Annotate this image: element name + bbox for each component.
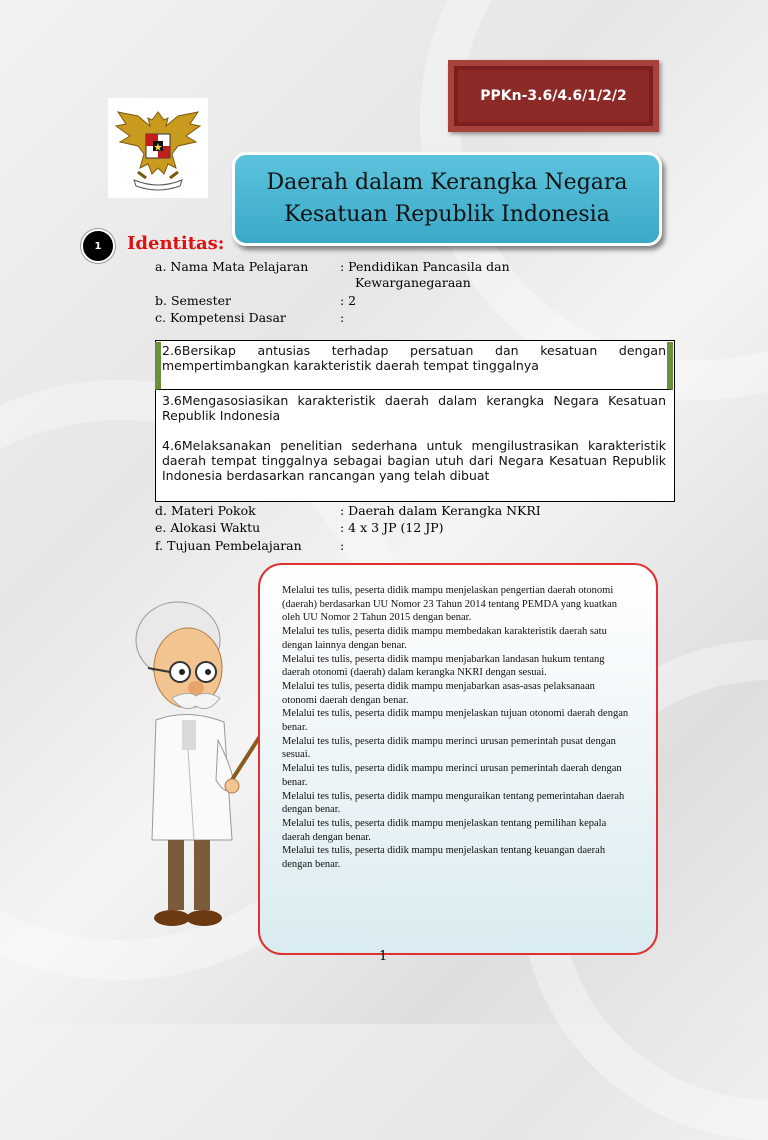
professor-pointer-icon: [128, 590, 268, 950]
competency-3-6: [162, 393, 666, 423]
page-number: 1: [379, 949, 388, 964]
identity-label-e: e. Alokasi Waktu: [155, 520, 261, 535]
competency-3-6-number: 3.6: [162, 393, 182, 408]
learning-goal-item: Melalui tes tulis, peserta didik mampu menjelaskan tentang keuangan daerah dengan benar.: [282, 845, 606, 871]
competency-2-6: [162, 343, 666, 373]
garuda-emblem-icon: [108, 98, 208, 198]
document-title-line2: Kesatuan Republik Indonesia: [284, 202, 610, 227]
competency-4-6-number: 4.6: [162, 438, 182, 453]
learning-goal-item: Melalui tes tulis, peserta didik mampu membedakan karakteristik daerah satu dengan lainnya dengan benar.: [282, 626, 607, 651]
learning-goal-item: Melalui tes tulis, peserta didik mampu menjelaskan tentang pemilihan kepala daerah dengan benar.: [282, 817, 607, 843]
competency-2-6-text: Bersikap antusias terhadap persatuan dan kesatuan dengan mempertimbangkan karakteristik daerah tempat tinggalnya: [162, 343, 666, 373]
identity-value-d: : Daerah dalam Kerangka NKRI: [340, 503, 541, 518]
identity-value-c: :: [340, 310, 345, 325]
document-title-box: [232, 152, 662, 246]
identity-label-c: c. Kompetensi Dasar: [155, 310, 286, 325]
learning-goal-item: Melalui tes tulis, peserta didik mampu menjabarkan landasan hukum tentang daerah otonomi (daerah) dalam kerangka NKRI dengan sesuai.: [282, 653, 605, 679]
identity-value-a-cont: Kewarganegaraan: [355, 275, 471, 290]
section-number: 1: [94, 240, 102, 252]
identity-value-f: :: [340, 538, 345, 553]
competency-4-6-text: Melaksanakan penelitian sederhana untuk mengilustrasikan karakteristik daerah tempat tinggalnya sebagai bagian utuh dari Negara Kesatuan Republik Indonesia berdasarkan rancangan yang telah dibuat: [162, 438, 666, 483]
learning-goals-list: [282, 584, 632, 872]
learning-goal-item: Melalui tes tulis, peserta didik mampu menjelaskan tujuan otonomi daerah dengan benar.: [282, 708, 629, 734]
competency-3-6-text: Mengasosiasikan karakteristik daerah dalam kerangka Negara Kesatuan Republik Indonesia: [162, 393, 666, 423]
learning-goal-item: Melalui tes tulis, peserta didik mampu menjabarkan asas-asas pelaksanaan otonomi daerah dengan benar.: [282, 680, 595, 706]
identity-value-a: : Pendidikan Pancasila dan: [340, 259, 510, 274]
section-number-badge: [81, 229, 115, 263]
learning-goal-item: Melalui tes tulis, peserta didik mampu menguraikan tentang pemerintahan daerah dengan benar.: [282, 790, 625, 816]
identity-label-a: a. Nama Mata Pelajaran: [155, 259, 309, 274]
identity-value-e: : 4 x 3 JP (12 JP): [340, 520, 444, 535]
learning-goal-item: Melalui tes tulis, peserta didik mampu menjelaskan pengertian daerah otonomi (daerah) berdasarkan UU Nomor 23 Tahun 2014 tentang PEMDA yang kuatkan oleh UU Nomor 2 Tahun 2015 dengan benar.: [282, 585, 617, 624]
learning-goal-item: Melalui tes tulis, peserta didik mampu merinci urusan pemerintah daerah dengan benar.: [282, 763, 622, 788]
garuda-emblem: [108, 98, 208, 198]
learning-goal-item: Melalui tes tulis, peserta didik mampu merinci urusan pemerintah pusat dengan sesuai.: [282, 735, 616, 761]
identity-label-b: b. Semester: [155, 293, 231, 308]
document-title-line1: Daerah dalam Kerangka Negara: [266, 170, 628, 195]
section-heading: Identitas:: [127, 233, 225, 254]
identity-label-d: d. Materi Pokok: [155, 503, 256, 518]
document-code-badge: [448, 60, 659, 132]
identity-label-f: f. Tujuan Pembelajaran: [155, 538, 302, 553]
competency-2-6-number: 2.6: [162, 343, 182, 358]
competency-4-6: [162, 438, 666, 483]
identity-value-b: : 2: [340, 293, 357, 308]
document-code: PPKn-3.6/4.6/1/2/2: [480, 88, 627, 104]
